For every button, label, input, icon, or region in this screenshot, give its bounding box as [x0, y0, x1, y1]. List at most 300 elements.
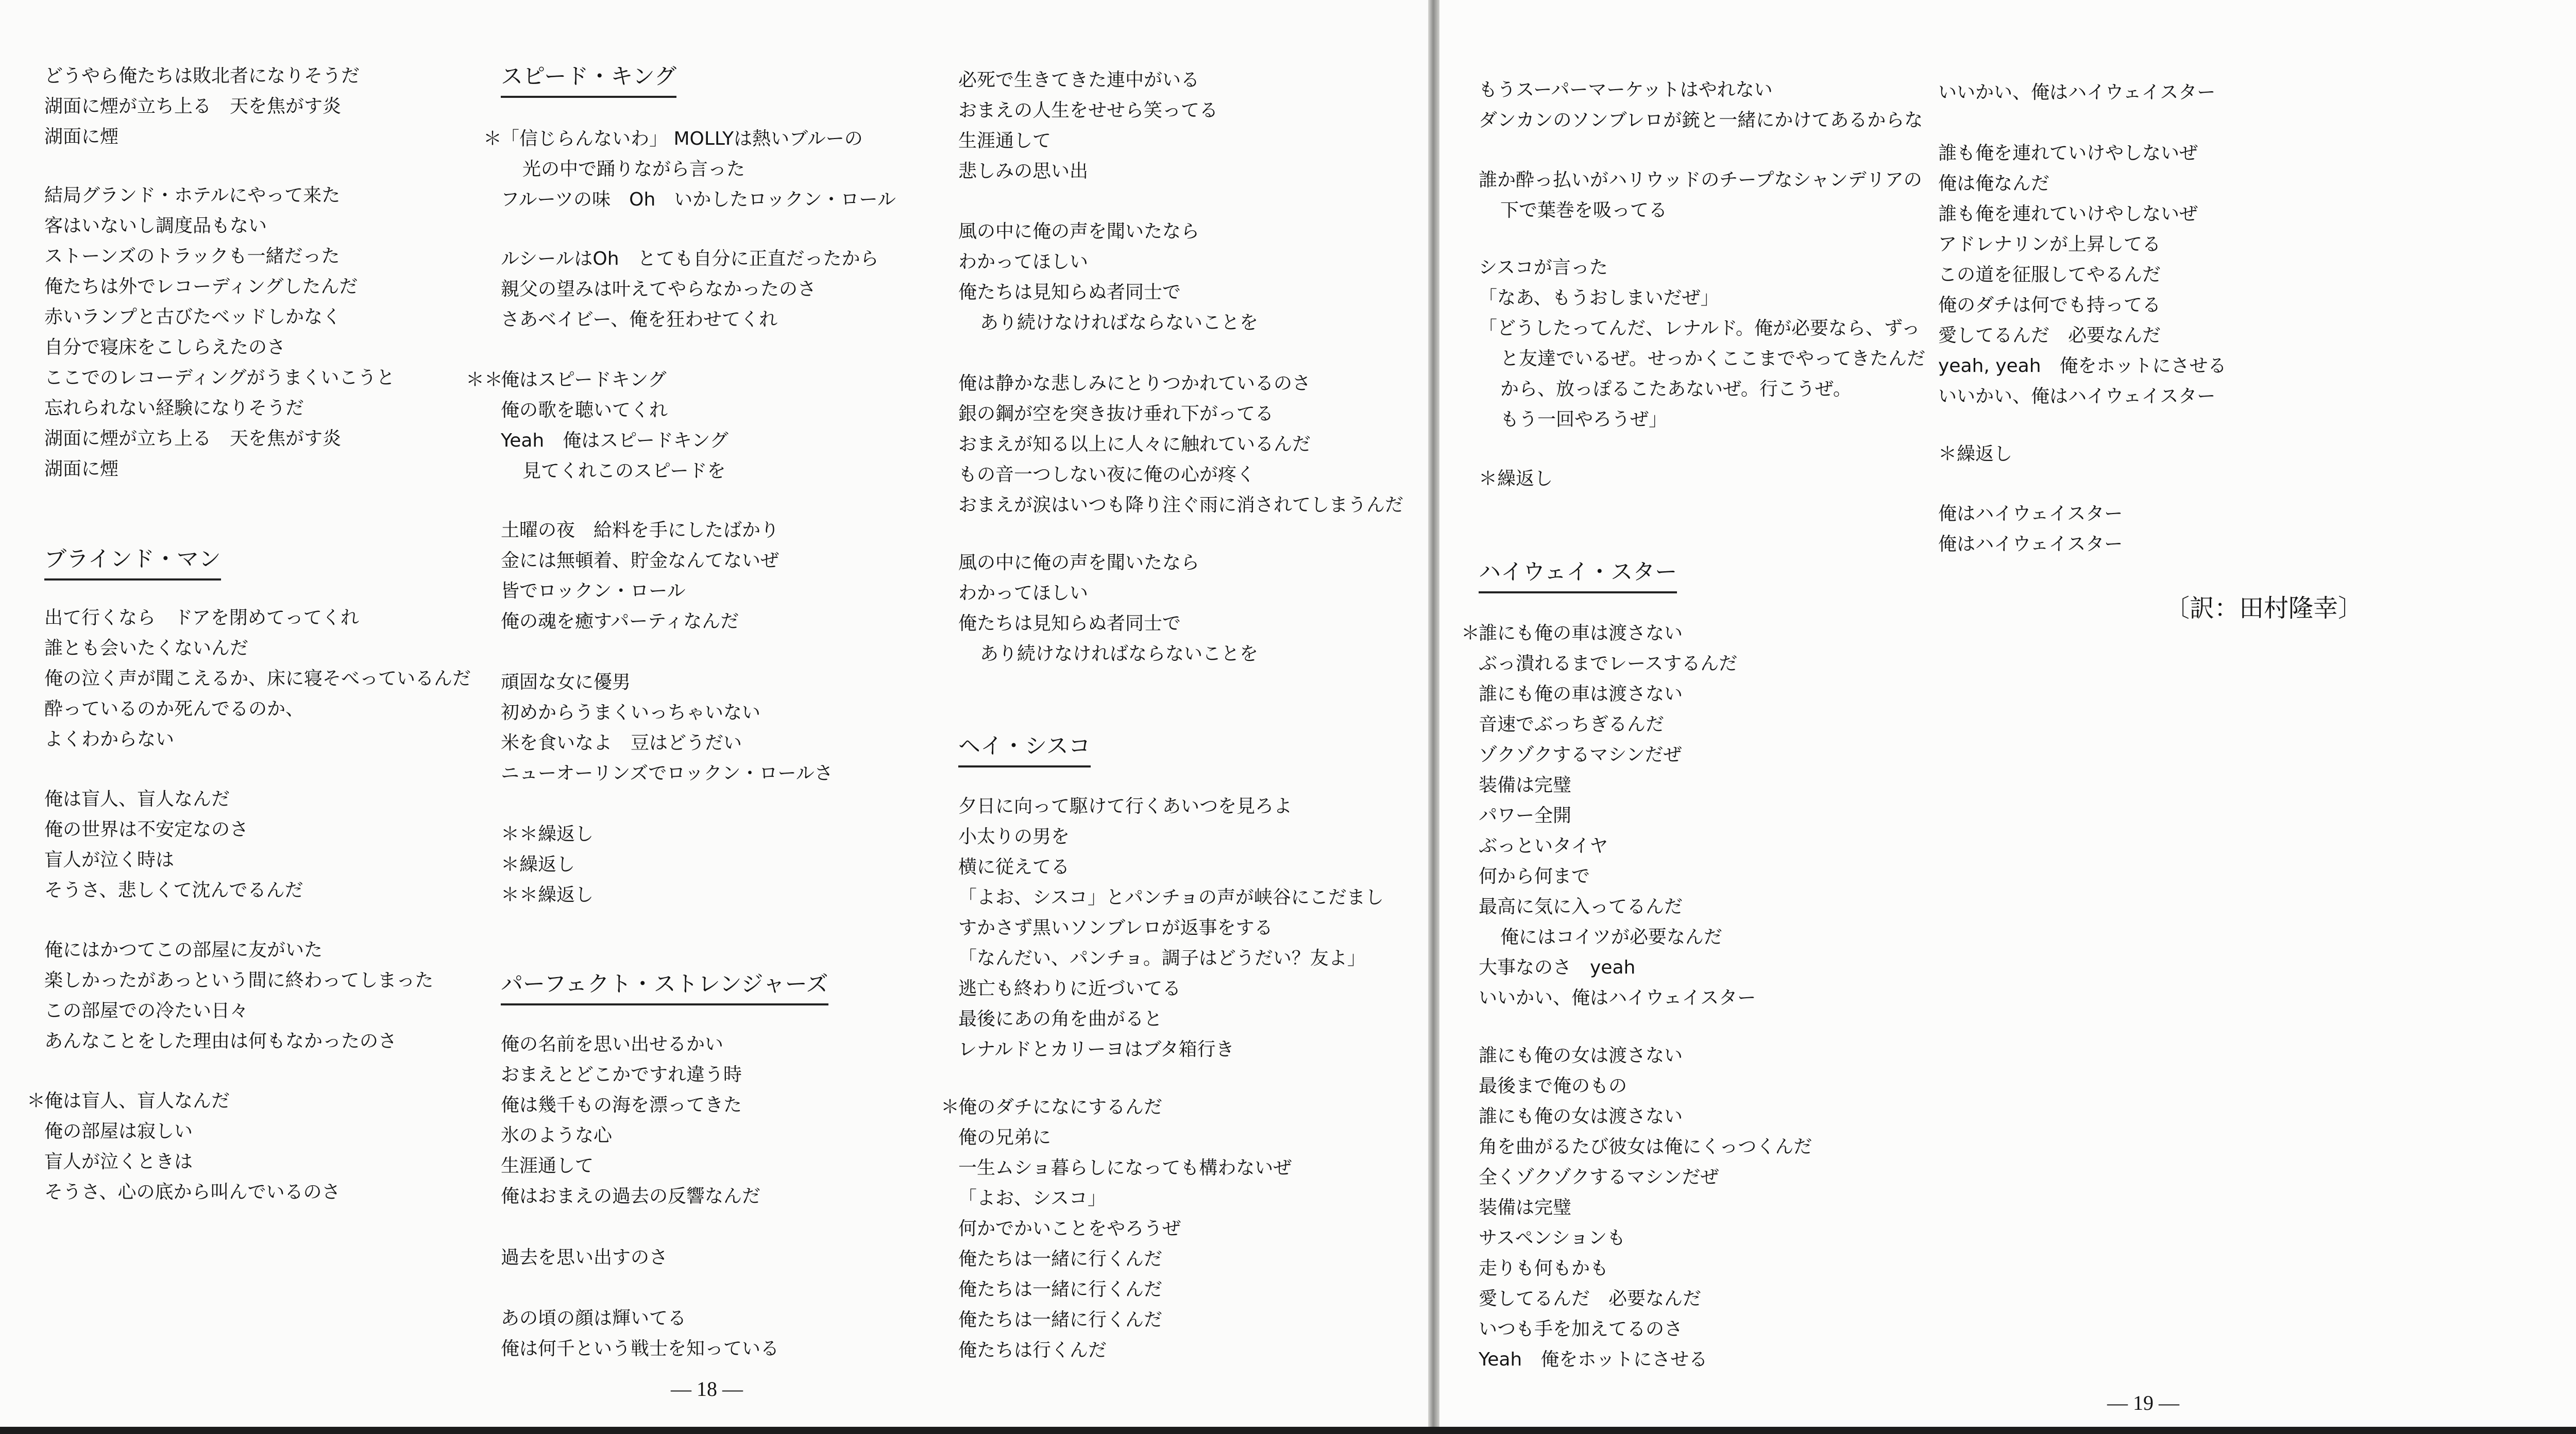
lyric-line — [1479, 75, 1923, 105]
lyric-text: 走りも何もかも — [1479, 1258, 1609, 1279]
lyric-line — [1479, 800, 1756, 831]
lyric-text: 何から何まで — [1479, 866, 1590, 887]
lyric-text: 俺の部屋は寂しい — [44, 1121, 193, 1142]
lyric-text: おまえが知る以上に人々に触れているんだ — [958, 434, 1311, 455]
lyric-text: そうさ、悲しくて沈んでるんだ — [44, 880, 303, 901]
lyric-line — [501, 274, 879, 304]
lyric-line — [501, 849, 594, 880]
lyric-line — [1479, 648, 1756, 679]
lyric-line — [1479, 892, 1756, 922]
lyric-text: 酔っているのか死んでるのか、 — [44, 698, 304, 720]
scan-bottom-edge — [0, 1427, 2576, 1434]
lyric-line — [501, 1181, 760, 1211]
repeat-marker: ＊ — [483, 128, 502, 149]
lyric-line — [501, 576, 779, 606]
lyric-text: あり続けなければならないことを — [980, 643, 1259, 664]
lyric-text: 誰も俺を連れていけやしないぜ — [1938, 203, 2198, 225]
stanza — [1479, 75, 1923, 135]
lyric-line — [501, 697, 833, 728]
lyric-line — [1479, 709, 1756, 740]
lyric-line — [1938, 168, 2227, 199]
lyric-line — [501, 154, 896, 184]
lyric-text: 自分で寝床をこしらえたのさ — [44, 337, 286, 358]
lyric-text: さあベイビー、俺を狂わせてくれ — [501, 309, 778, 330]
lyric-text: おまえが涙はいつも降り注ぐ雨に消されてしまうんだ — [958, 494, 1404, 516]
lyric-text: 装備は完璧 — [1479, 775, 1572, 796]
lyric-line — [501, 515, 779, 545]
lyric-text: もうスーパーマーケットはやれない — [1479, 79, 1773, 100]
stanza — [44, 61, 360, 152]
lyric-line — [501, 819, 594, 849]
lyric-text: 俺の魂を癒すパーティなんだ — [501, 611, 739, 632]
lyric-line — [958, 1122, 1292, 1153]
lyric-line — [501, 425, 728, 456]
lyric-text: ぶっ潰れるまでレースするんだ — [1479, 653, 1738, 674]
lyric-text: 皆でロックン・ロール — [501, 581, 686, 602]
lyric-text: 悲しみの思い出 — [958, 161, 1089, 182]
lyric-text: アドレナリンが上昇してる — [1938, 234, 2161, 255]
lyric-line — [958, 1305, 1292, 1335]
lyric-text: 光の中で踊りながら言った — [522, 159, 745, 180]
lyric-line — [1479, 165, 1922, 195]
stanza — [1938, 77, 2215, 108]
song-title-speed-king: スピード・キング — [501, 61, 676, 98]
lyric-line — [44, 1147, 341, 1177]
lyric-text: ＊繰返し — [1938, 443, 2013, 465]
lyric-line — [1479, 1253, 1812, 1284]
lyric-text: あり続けなければならないことを — [980, 312, 1259, 333]
book-gutter — [1428, 0, 1439, 1434]
lyric-line — [501, 1029, 760, 1060]
lyric-line — [1938, 351, 2227, 381]
lyric-text: 湖面に煙が立ち上る 天を焦がす炎 — [44, 96, 342, 117]
lyric-text: おまえとどこかですれ違う時 — [501, 1064, 742, 1085]
lyric-line — [501, 1242, 668, 1273]
lyric-line — [1479, 252, 1925, 283]
lyric-text: Yeah 俺はスピードキング — [501, 430, 728, 451]
lyric-line — [1479, 770, 1756, 800]
lyric-line — [1461, 618, 1756, 648]
lyric-text: 誰とも会いたくないんだ — [44, 638, 249, 659]
stanza — [44, 603, 471, 755]
lyric-line — [958, 1183, 1292, 1214]
lyric-line — [958, 459, 1403, 490]
lyric-line — [958, 247, 1258, 277]
lyric-line — [958, 639, 1258, 669]
lyric-text: 盲人が泣く時は — [44, 849, 175, 870]
lyric-text: いいかい、俺はハイウェイスター — [1938, 386, 2216, 407]
lyric-line — [1479, 1314, 1812, 1344]
stanza — [501, 1303, 779, 1364]
lyric-text: 湖面に煙 — [44, 126, 119, 147]
lyric-text: から、放っぽるこたあないぜ。行こうぜ。 — [1500, 379, 1852, 400]
lyric-line — [1938, 499, 2123, 529]
page-number-left: — 18 — — [671, 1377, 743, 1401]
lyric-line — [501, 1303, 779, 1334]
lyric-line — [958, 1153, 1292, 1183]
lyric-line — [1479, 1132, 1812, 1162]
stanza — [958, 65, 1218, 186]
lyric-line — [1479, 831, 1756, 861]
stanza — [501, 515, 779, 637]
lyric-text: もう一回やろうぜ」 — [1500, 409, 1668, 430]
lyric-line — [44, 302, 395, 332]
lyric-line — [1479, 679, 1756, 709]
lyric-text: ぶっといタイヤ — [1479, 835, 1608, 857]
lyric-text: 俺のダチになにするんだ — [958, 1097, 1163, 1118]
lyric-text: あんなことをした理由は何もなかったのさ — [44, 1031, 397, 1052]
stanza — [1479, 165, 1922, 226]
lyric-line — [44, 241, 395, 271]
lyric-line — [1479, 105, 1923, 135]
lyric-text: 最後まで俺のもの — [1479, 1076, 1628, 1097]
lyric-line — [44, 332, 395, 363]
page-number-right: — 19 — — [2107, 1391, 2179, 1414]
lyric-text: 俺の世界は不安定なのさ — [44, 819, 249, 840]
stanza — [958, 368, 1403, 520]
lyric-text: 生涯通して — [501, 1155, 594, 1176]
lyric-text: 俺はスピードキング — [501, 369, 667, 390]
lyric-line — [501, 545, 779, 576]
lyric-text: 装備は完璧 — [1479, 1197, 1572, 1218]
stanza — [1479, 1040, 1812, 1375]
stanza — [501, 1029, 760, 1211]
lyric-line — [1479, 195, 1922, 226]
lyric-line — [44, 633, 471, 663]
lyric-line — [958, 791, 1384, 822]
lyric-text: よくわからない — [44, 729, 175, 750]
lyric-line — [483, 124, 896, 154]
lyric-text: 「よお、シスコ」 — [958, 1188, 1106, 1209]
lyric-text: 土曜の夜 給料を手にしたばかり — [501, 520, 779, 541]
lyric-text: 生涯通して — [958, 130, 1052, 151]
lyric-line — [958, 490, 1403, 520]
lyric-line — [501, 880, 594, 910]
lyric-line — [501, 244, 879, 274]
lyric-line — [1479, 1284, 1812, 1314]
lyric-text: ＊＊繰返し — [501, 824, 594, 845]
lyric-line — [958, 1244, 1292, 1274]
lyric-text: 風の中に俺の声を聞いたなら — [958, 552, 1200, 573]
song-title-blind-man: ブラインド・マン — [44, 543, 221, 581]
stanza — [501, 667, 833, 789]
lyric-text: 俺のダチは何でも持ってる — [1938, 295, 2161, 316]
lyric-text: 初めからうまくいっちゃいない — [501, 702, 761, 723]
lyric-line — [27, 1086, 341, 1116]
lyric-line — [958, 608, 1258, 639]
lyric-text: 俺の歌を聴いてくれ — [501, 400, 668, 421]
stanza — [501, 244, 879, 335]
lyric-line — [501, 1060, 760, 1090]
lyric-line — [1479, 861, 1756, 892]
lyric-line — [44, 61, 360, 91]
repeat-marker: ＊ — [27, 1090, 46, 1112]
lyric-line — [501, 606, 779, 637]
lyric-text: 俺たちは見知らぬ者同士で — [958, 282, 1181, 303]
lyric-text: ＊＊繰返し — [501, 884, 594, 906]
lyric-line — [501, 728, 833, 758]
lyric-text: 大事なのさ yeah — [1479, 957, 1636, 978]
lyric-text: 誰か酔っ払いがハリウッドのチープなシャンデリアの — [1479, 169, 1922, 191]
lyric-line — [44, 393, 395, 423]
lyric-text: 「なあ、もうおしまいだぜ」 — [1479, 287, 1719, 309]
stanza — [941, 1092, 1292, 1365]
lyric-text: いいかい、俺はハイウェイスター — [1938, 82, 2216, 103]
lyric-text: 親父の望みは叶えてやらなかったのさ — [501, 279, 817, 300]
lyric-text: 俺たちは一緒に行くんだ — [958, 1249, 1163, 1270]
lyric-line — [44, 91, 360, 122]
lyric-line — [44, 784, 303, 814]
lyric-text: 忘れられない経験になりそうだ — [44, 398, 304, 419]
lyric-line — [1938, 260, 2227, 290]
lyric-text: 俺たちは行くんだ — [958, 1340, 1107, 1361]
lyric-text: 俺はハイウェイスター — [1938, 534, 2123, 555]
stanza — [1461, 618, 1756, 1013]
lyric-text: 俺の泣く声が聞こえるか、床に寝そべっているんだ — [44, 668, 471, 689]
lyric-line — [1938, 381, 2227, 412]
lyric-text: ＊繰返し — [1479, 468, 1553, 489]
lyric-line — [958, 913, 1384, 943]
lyric-line — [1479, 952, 1756, 983]
lyric-line — [1938, 138, 2227, 168]
lyric-line — [1479, 922, 1756, 952]
stanza — [27, 1086, 341, 1207]
lyric-text: 「なんだい、パンチョ。調子はどうだい？友よ」 — [958, 948, 1366, 969]
lyric-text: 風の中に俺の声を聞いたなら — [958, 221, 1200, 242]
lyric-text: 湖面に煙 — [44, 458, 119, 480]
lyric-text: 俺は盲人、盲人なんだ — [44, 789, 230, 810]
lyric-line — [44, 845, 303, 875]
lyric-line — [1938, 529, 2123, 559]
lyric-line — [501, 1334, 779, 1364]
lyric-text: 音速でぶっちぎるんだ — [1479, 714, 1665, 735]
lyric-text: 金には無頓着、貯金なんてないぜ — [501, 550, 779, 571]
lyric-text: 「よお、シスコ」とパンチョの声が峡谷にこだまし — [958, 887, 1384, 908]
lyric-text: 見てくれこのスピードを — [522, 460, 726, 482]
lyric-text: 俺は静かな悲しみにとりつかれているのさ — [958, 373, 1311, 394]
lyric-text: もの音一つしない夜に俺の心が疼く — [958, 464, 1256, 485]
lyric-line — [1938, 229, 2227, 260]
lyric-text: 米を食いなよ 豆はどうだい — [501, 732, 742, 754]
lyric-line — [1938, 199, 2227, 229]
lyric-line — [958, 1274, 1292, 1305]
lyric-text: 俺はおまえの過去の反響なんだ — [501, 1186, 761, 1207]
lyric-text: 誰にも俺の女は渡さない — [1479, 1106, 1683, 1127]
lyric-text: パワー全開 — [1479, 805, 1572, 826]
lyric-text: 角を曲がるたび彼女は俺にくっつくんだ — [1479, 1136, 1812, 1157]
lyric-text: と友達でいるぜ。せっかくここまでやってきたんだ — [1500, 348, 1926, 369]
stanza — [958, 548, 1258, 669]
lyric-text: わかってほしい — [958, 251, 1089, 272]
lyric-text: 誰も俺を連れていけやしないぜ — [1938, 143, 2198, 164]
stanza — [44, 784, 303, 906]
lyric-text: 最後にあの角を曲がると — [958, 1009, 1163, 1030]
lyric-text: 俺にはコイツが必要なんだ — [1500, 927, 1722, 948]
lyric-text: 俺の兄弟に — [958, 1127, 1052, 1148]
lyric-line — [44, 180, 395, 211]
lyric-text: 赤いランプと古びたベッドしかなく — [44, 306, 342, 328]
lyric-line — [958, 1214, 1292, 1244]
stanza — [1938, 138, 2227, 412]
lyric-line — [1479, 464, 1553, 494]
lyric-line — [958, 277, 1258, 308]
stanza — [1938, 439, 2012, 469]
lyric-line — [958, 65, 1218, 95]
lyric-text: ＊繰返し — [501, 854, 575, 875]
lyric-text: 盲人が泣くときは — [44, 1151, 193, 1172]
lyric-text: 愛してるんだ 必要なんだ — [1479, 1288, 1702, 1309]
lyric-text: 愛してるんだ 必要なんだ — [1938, 325, 2161, 346]
lyric-text: おまえの人生をせせら笑ってる — [958, 100, 1218, 121]
lyric-text: yeah, yeah 俺をホットにさせる — [1938, 355, 2227, 377]
lyric-line — [44, 996, 433, 1026]
lyric-line — [941, 1092, 1292, 1122]
lyric-text: わかってほしい — [958, 583, 1089, 604]
lyric-line — [44, 211, 395, 241]
lyric-text: 最高に気に入ってるんだ — [1479, 896, 1683, 917]
lyric-text: 逃亡も終わりに近づいてる — [958, 978, 1181, 999]
lyric-line — [44, 875, 303, 906]
lyric-text: 俺たちは外でレコーディングしたんだ — [44, 276, 358, 297]
lyric-line — [1479, 1101, 1812, 1132]
lyric-text: 俺たちは一緒に行くんだ — [958, 1309, 1163, 1330]
lyric-line — [958, 399, 1403, 429]
lyric-text: 出て行くなら ドアを閉めてってくれ — [44, 607, 359, 628]
lyric-line — [501, 184, 896, 215]
lyric-text: Yeah 俺をホットにさせる — [1479, 1349, 1708, 1370]
lyric-line — [958, 822, 1384, 852]
repeat-marker: ＊ — [941, 1097, 960, 1118]
lyric-text: 「信じらんないわ」 MOLLYは熱いブルーの — [501, 128, 863, 149]
lyric-line — [44, 935, 433, 965]
song-title-hey-cisco: ヘイ・シスコ — [958, 730, 1091, 767]
lyric-text: フルーツの味 Oh いかしたロックン・ロール — [501, 189, 896, 210]
lyric-text: 誰にも俺の車は渡さない — [1479, 623, 1683, 644]
lyric-line — [44, 454, 395, 484]
lyric-line — [1938, 290, 2227, 320]
stanza — [958, 216, 1258, 338]
translator-credit: 〔訳：田村隆幸〕 — [2165, 594, 2363, 623]
lyric-line — [958, 578, 1258, 608]
lyric-text: 俺はハイウェイスター — [1938, 503, 2123, 524]
lyric-text: 一生ムショ暮らしになっても構わないぜ — [958, 1157, 1292, 1179]
lyric-line — [44, 271, 395, 302]
lyric-line — [958, 852, 1384, 882]
lyric-text: ダンカンのソンブレロが銃と一緒にかけてあるからな — [1479, 110, 1923, 131]
lyric-line — [1479, 740, 1756, 770]
lyric-text: あの頃の顔は輝いてる — [501, 1308, 687, 1329]
lyric-line — [44, 1177, 341, 1207]
lyric-text: 過去を思い出すのさ — [501, 1247, 668, 1268]
lyric-line — [501, 667, 833, 697]
lyric-text: 俺にはかつてこの部屋に友がいた — [44, 940, 323, 961]
lyric-text: ここでのレコーディングがうまくいこうと — [44, 367, 395, 388]
lyric-text: 夕日に向って駆けて行くあいつを見ろよ — [958, 796, 1293, 817]
lyric-line — [501, 758, 833, 789]
lyric-text: 客はいないし調度品もない — [44, 215, 267, 236]
lyric-line — [958, 974, 1384, 1004]
lyric-line — [1479, 344, 1925, 374]
stanza — [44, 180, 395, 484]
lyric-line — [44, 1026, 433, 1056]
lyric-text: 誰にも俺の女は渡さない — [1479, 1045, 1683, 1066]
repeat-marker: ＊ — [1461, 623, 1480, 644]
lyric-text: 俺たちは見知らぬ者同士で — [958, 613, 1181, 634]
stanza — [1479, 252, 1925, 435]
lyric-line — [44, 363, 395, 393]
stanza — [483, 124, 896, 215]
lyric-line — [44, 814, 303, 845]
stanza — [1479, 464, 1553, 494]
lyric-line — [958, 308, 1258, 338]
lyric-text: 誰にも俺の車は渡さない — [1479, 684, 1683, 705]
lyric-line — [44, 1116, 341, 1147]
lyric-line — [501, 1151, 760, 1181]
lyric-text: 俺の名前を思い出せるかい — [501, 1034, 724, 1055]
lyric-line — [44, 603, 471, 633]
lyric-text: 全くゾクゾクするマシンだぜ — [1479, 1167, 1719, 1188]
lyric-text: 頑固な女に優男 — [501, 672, 631, 693]
lyric-line — [1479, 1071, 1812, 1101]
lyric-text: 俺は俺なんだ — [1938, 173, 2050, 194]
lyric-line — [958, 943, 1384, 974]
lyric-line — [1938, 439, 2012, 469]
lyric-text: そうさ、心の底から叫んでいるのさ — [44, 1182, 341, 1203]
lyric-line — [501, 1120, 760, 1151]
lyric-line — [958, 216, 1258, 247]
lyric-line — [958, 156, 1218, 186]
stanza — [44, 935, 433, 1056]
lyric-line — [958, 126, 1218, 156]
lyric-line — [958, 1335, 1292, 1365]
lyric-line — [1479, 1162, 1812, 1192]
lyric-text: 小太りの男を — [958, 826, 1070, 847]
lyric-text: 俺は盲人、盲人なんだ — [44, 1090, 230, 1112]
lyric-text: 横に従えてる — [958, 857, 1070, 878]
lyric-text: シスコが言った — [1479, 257, 1608, 278]
lyric-line — [501, 395, 728, 425]
lyric-text: サスペンションも — [1479, 1227, 1625, 1249]
lyric-line — [958, 429, 1403, 459]
lyric-line — [958, 368, 1403, 399]
lyric-text: 何かでかいことをやろうぜ — [958, 1218, 1181, 1239]
lyric-text: 楽しかったがあっという間に終わってしまった — [44, 970, 434, 991]
lyric-text: ゾクゾクするマシンだぜ — [1479, 744, 1682, 765]
lyric-line — [958, 548, 1258, 578]
lyric-line — [958, 1034, 1384, 1065]
lyric-line — [1938, 320, 2227, 351]
lyric-line — [44, 694, 471, 724]
lyric-text: 俺たちは一緒に行くんだ — [958, 1279, 1163, 1300]
lyric-text: すかさず黒いソンブレロが返事をする — [958, 917, 1273, 938]
lyric-text: 俺は何千という戦士を知っている — [501, 1338, 779, 1359]
lyric-line — [1479, 983, 1756, 1013]
song-title-highway-star: ハイウェイ・スター — [1479, 556, 1677, 593]
lyric-text: ルシールはOh とても自分に正直だったから — [501, 248, 879, 269]
repeat-marker: ＊＊ — [466, 369, 503, 390]
song-title-perfect-strangers: パーフェクト・ストレンジャーズ — [501, 968, 828, 1005]
lyric-line — [1479, 313, 1925, 344]
lyric-line — [44, 423, 395, 454]
stanza — [501, 1242, 668, 1273]
stanza — [1938, 499, 2123, 559]
lyric-line — [1479, 1223, 1812, 1253]
lyric-text: ニューオーリンズでロックン・ロールさ — [501, 763, 833, 784]
stanza — [501, 819, 594, 910]
lyric-text: 必死で生きてきた連中がいる — [958, 70, 1200, 91]
lyric-line — [44, 965, 433, 996]
stanza — [958, 791, 1384, 1065]
